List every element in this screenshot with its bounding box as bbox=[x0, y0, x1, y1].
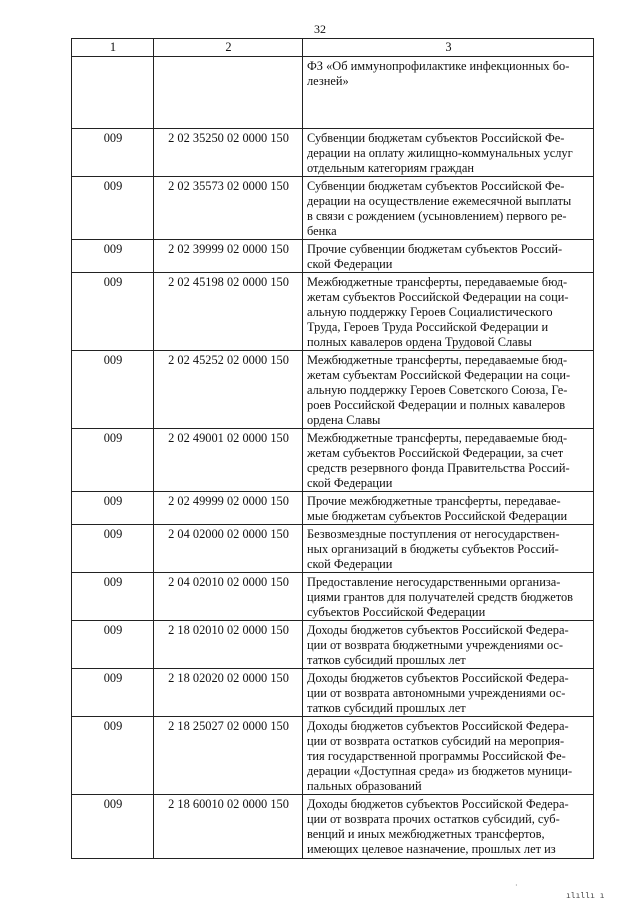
description-line: дерации на осуществление ежемесячной выплаты bbox=[307, 194, 572, 208]
description-line: лезней» bbox=[307, 74, 349, 88]
revenue-code-cell: 2 02 39999 02 0000 150 bbox=[154, 240, 303, 273]
revenue-code-cell: 2 04 02000 02 0000 150 bbox=[154, 525, 303, 573]
description-line: полных кавалеров ордена Трудовой Славы bbox=[307, 335, 532, 349]
table-row bbox=[72, 525, 594, 573]
description-line: Субвенции бюджетам субъектов Российской Фе- bbox=[307, 131, 565, 145]
description-line: Предоставление негосударственными организа- bbox=[307, 575, 561, 589]
description-cell bbox=[303, 177, 594, 240]
description-line: дерации «Доступная среда» из бюджетов муници- bbox=[307, 764, 573, 778]
description-line: Труда, Героев Труда Российской Федерации и bbox=[307, 320, 549, 334]
description-cell bbox=[303, 273, 594, 351]
admin-code-cell: 009 bbox=[72, 717, 154, 795]
revenue-code-cell: 2 02 49999 02 0000 150 bbox=[154, 492, 303, 525]
description-line: дерации на оплату жилищно-коммунальных услуг bbox=[307, 146, 573, 160]
description-line: ской Федерации bbox=[307, 557, 393, 571]
admin-code-cell: 009 bbox=[72, 525, 154, 573]
description-line: Межбюджетные трансферты, передаваемые бюд- bbox=[307, 275, 568, 289]
scan-speck: · bbox=[515, 881, 518, 890]
table-row bbox=[72, 669, 594, 717]
admin-code-cell bbox=[72, 57, 154, 129]
table-row bbox=[72, 492, 594, 525]
description-cell bbox=[303, 129, 594, 177]
description-line: ции от возврата прочих остатков субсидий, суб- bbox=[307, 812, 560, 826]
admin-code-cell: 009 bbox=[72, 240, 154, 273]
table-row bbox=[72, 240, 594, 273]
header-col-3: 3 bbox=[303, 39, 594, 57]
page-number: 32 bbox=[314, 22, 326, 36]
description-cell bbox=[303, 669, 594, 717]
header-col-2: 2 bbox=[154, 39, 303, 57]
description-cell bbox=[303, 429, 594, 492]
description-line: Доходы бюджетов субъектов Российской Федера- bbox=[307, 797, 569, 811]
description-line: жетам субъектов Российской Федерации, за счет bbox=[307, 446, 564, 460]
description-line: Прочие межбюджетные трансферты, передавае- bbox=[307, 494, 561, 508]
revenue-code-cell: 2 02 35250 02 0000 150 bbox=[154, 129, 303, 177]
table-row bbox=[72, 177, 594, 240]
description-line: ской Федерации bbox=[307, 476, 393, 490]
table-row bbox=[72, 621, 594, 669]
budget-code-table bbox=[71, 38, 594, 859]
admin-code-cell: 009 bbox=[72, 669, 154, 717]
description-line: средств резервного фонда Правительства Россий- bbox=[307, 461, 570, 475]
table-row bbox=[72, 129, 594, 177]
revenue-code-cell: 2 18 02020 02 0000 150 bbox=[154, 669, 303, 717]
description-cell bbox=[303, 57, 594, 129]
description-line: альную поддержку Героев Советского Союза, Ге- bbox=[307, 383, 568, 397]
description-line: субъектов Российской Федерации bbox=[307, 605, 486, 619]
description-line: Доходы бюджетов субъектов Российской Федера- bbox=[307, 623, 569, 637]
admin-code-cell: 009 bbox=[72, 177, 154, 240]
description-line: ской Федерации bbox=[307, 257, 393, 271]
description-line: Доходы бюджетов субъектов Российской Федера- bbox=[307, 671, 569, 685]
description-line: жетам субъектов Российской Федерации на соци- bbox=[307, 290, 569, 304]
description-line: в связи с рождением (усыновлением) первого ре- bbox=[307, 209, 567, 223]
description-line: пальных образований bbox=[307, 779, 422, 793]
description-line: Доходы бюджетов субъектов Российской Федера- bbox=[307, 719, 569, 733]
description-line: ции от возврата автономными учреждениями ос- bbox=[307, 686, 566, 700]
revenue-code-cell: 2 18 25027 02 0000 150 bbox=[154, 717, 303, 795]
description-line: ции от возврата бюджетными учреждениями ос- bbox=[307, 638, 563, 652]
table-row bbox=[72, 57, 594, 129]
footer-mark: ılıllı ı bbox=[566, 891, 605, 900]
description-cell bbox=[303, 351, 594, 429]
revenue-code-cell: 2 02 35573 02 0000 150 bbox=[154, 177, 303, 240]
admin-code-cell: 009 bbox=[72, 129, 154, 177]
admin-code-cell: 009 bbox=[72, 351, 154, 429]
table-row bbox=[72, 717, 594, 795]
description-line: роев Российской Федерации и полных кавалеров bbox=[307, 398, 566, 412]
description-cell bbox=[303, 573, 594, 621]
admin-code-cell: 009 bbox=[72, 429, 154, 492]
table-row bbox=[72, 429, 594, 492]
description-line: татков субсидий прошлых лет bbox=[307, 701, 466, 715]
revenue-code-cell bbox=[154, 57, 303, 129]
admin-code-cell: 009 bbox=[72, 273, 154, 351]
revenue-code-cell: 2 02 49001 02 0000 150 bbox=[154, 429, 303, 492]
description-line: мые бюджетам субъектов Российской Федерации bbox=[307, 509, 568, 523]
description-cell bbox=[303, 492, 594, 525]
revenue-code-cell: 2 02 45198 02 0000 150 bbox=[154, 273, 303, 351]
description-line: тия государственной программы Российской Фе- bbox=[307, 749, 566, 763]
description-line: бенка bbox=[307, 224, 337, 238]
admin-code-cell: 009 bbox=[72, 573, 154, 621]
table-header-row bbox=[72, 39, 594, 57]
revenue-code-cell: 2 02 45252 02 0000 150 bbox=[154, 351, 303, 429]
description-line: циями грантов для получателей средств бюджетов bbox=[307, 590, 574, 604]
description-line: венций и иных межбюджетных трансфертов, bbox=[307, 827, 545, 841]
description-line: ции от возврата остатков субсидий на мероприя- bbox=[307, 734, 565, 748]
admin-code-cell: 009 bbox=[72, 492, 154, 525]
description-cell bbox=[303, 621, 594, 669]
description-line: ордена Славы bbox=[307, 413, 381, 427]
description-cell bbox=[303, 717, 594, 795]
description-line: альную поддержку Героев Социалистического bbox=[307, 305, 553, 319]
description-line: татков субсидий прошлых лет bbox=[307, 653, 466, 667]
revenue-code-cell: 2 18 60010 02 0000 150 bbox=[154, 795, 303, 859]
description-line: имеющих целевое назначение, прошлых лет из bbox=[307, 842, 556, 856]
description-line: Прочие субвенции бюджетам субъектов Россий- bbox=[307, 242, 563, 256]
description-line: Безвозмездные поступления от негосударствен- bbox=[307, 527, 560, 541]
description-cell bbox=[303, 795, 594, 859]
revenue-code-cell: 2 04 02010 02 0000 150 bbox=[154, 573, 303, 621]
description-line: Межбюджетные трансферты, передаваемые бюд- bbox=[307, 353, 568, 367]
header-col-1: 1 bbox=[72, 39, 154, 57]
description-cell bbox=[303, 525, 594, 573]
description-line: отдельным категориям граждан bbox=[307, 161, 474, 175]
admin-code-cell: 009 bbox=[72, 795, 154, 859]
description-line: ных организаций в бюджеты субъектов Россий- bbox=[307, 542, 559, 556]
table-row bbox=[72, 273, 594, 351]
table-row bbox=[72, 351, 594, 429]
description-line: жетам субъектам Российской Федерации на соци- bbox=[307, 368, 571, 382]
description-line: Субвенции бюджетам субъектов Российской Фе- bbox=[307, 179, 565, 193]
admin-code-cell: 009 bbox=[72, 621, 154, 669]
revenue-code-cell: 2 18 02010 02 0000 150 bbox=[154, 621, 303, 669]
table-row bbox=[72, 573, 594, 621]
description-line: Межбюджетные трансферты, передаваемые бюд- bbox=[307, 431, 568, 445]
table-row bbox=[72, 795, 594, 859]
description-cell bbox=[303, 240, 594, 273]
description-line: ФЗ «Об иммунопрофилактике инфекционных бо- bbox=[307, 59, 570, 73]
